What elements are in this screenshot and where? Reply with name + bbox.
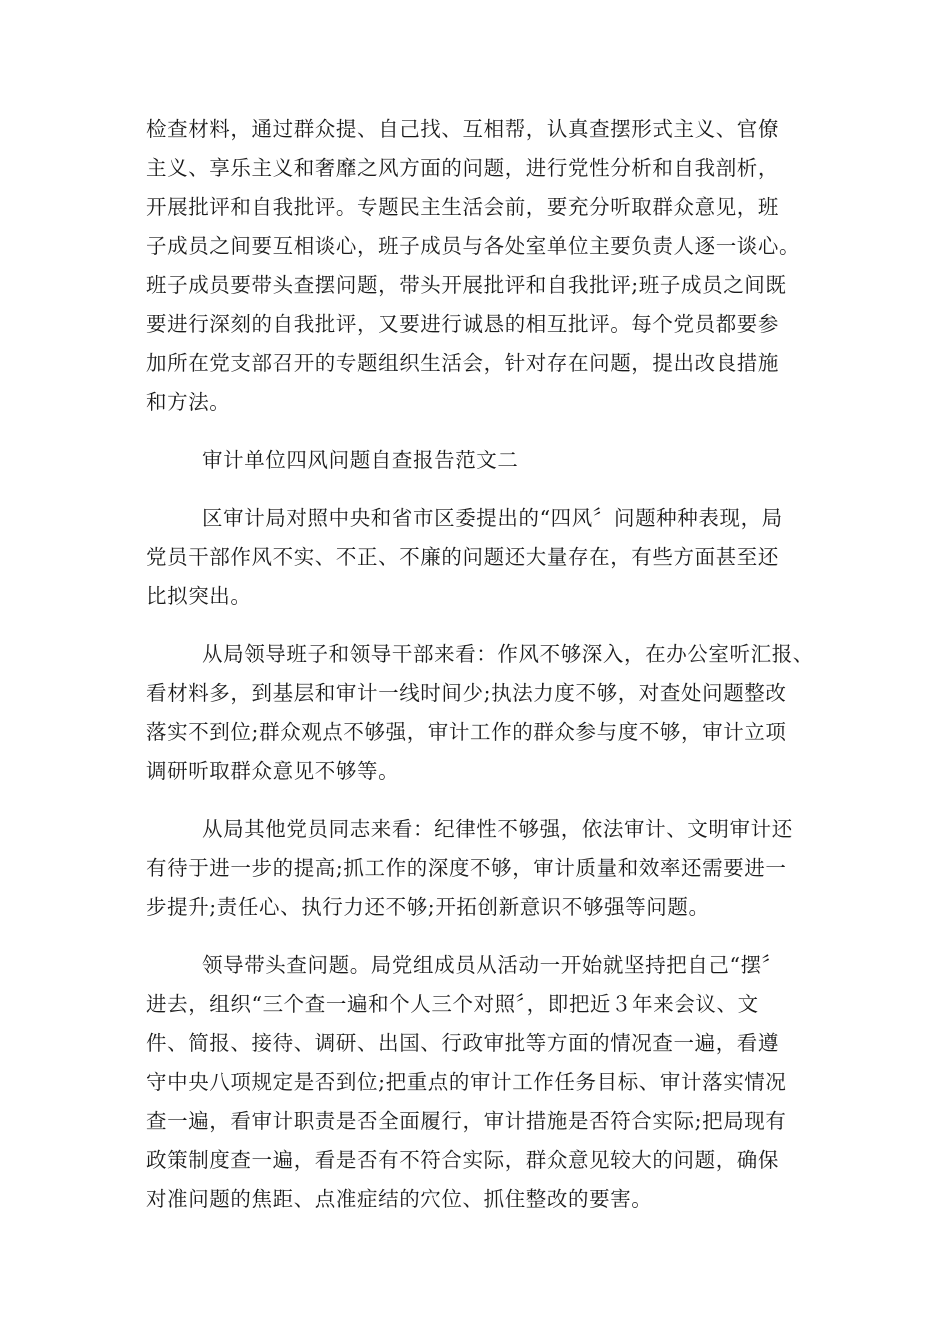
text-line: 开展批评和自我批评。专题民主生活会前，要充分听取群众意见，班 bbox=[146, 195, 779, 219]
text-line: 件、简报、接待、调研、出国、行政审批等方面的情况查一遍，看遵 bbox=[146, 1031, 779, 1055]
text-line: 班子成员要带头查摆问题，带头开展批评和自我批评;班子成员之间既 bbox=[146, 273, 787, 297]
text-line: 主义、享乐主义和奢靡之风方面的问题，进行党性分析和自我剖析， bbox=[146, 156, 779, 180]
text-line: 要进行深刻的自我批评，又要进行诚恳的相互批评。每个党员都要参 bbox=[146, 312, 779, 336]
text-line: 从局领导班子和领导干部来看：作风不够深入，在办公室听汇报、 bbox=[202, 642, 814, 666]
text-line: 有待于进一步的提高;抓工作的深度不够，审计质量和效率还需要进一 bbox=[146, 856, 787, 880]
text-line: 党员干部作风不实、不正、不廉的问题还大量存在，有些方面甚至还 bbox=[146, 545, 779, 569]
text-line: 加所在党支部召开的专题组织生活会，针对存在问题，提出改良措施 bbox=[146, 351, 779, 375]
text-line: 对准问题的焦距、点准症结的穴位、抓住整改的要害。 bbox=[146, 1187, 653, 1211]
paragraph-2 bbox=[146, 499, 806, 616]
text-line: 查一遍，看审计职责是否全面履行，审计措施是否符合实际;把局现有 bbox=[146, 1109, 787, 1133]
text-line: 从局其他党员同志来看：纪律性不够强，依法审计、文明审计还 bbox=[202, 817, 793, 841]
text-line: 守中央八项规定是否到位;把重点的审计工作任务目标、审计落实情况 bbox=[146, 1070, 787, 1094]
paragraph-4 bbox=[146, 810, 806, 927]
text-line: 子成员之间要互相谈心，班子成员与各处室单位主要负责人逐一谈心。 bbox=[146, 234, 801, 258]
section-heading: 审计单位四风问题自查报告范文二 bbox=[202, 448, 519, 472]
document-body bbox=[146, 110, 814, 1238]
text-line: 落实不到位;群众观点不够强，审计工作的群众参与度不够，审计立项 bbox=[146, 720, 787, 744]
text-line: 调研听取群众意见不够等。 bbox=[146, 759, 400, 783]
paragraph-5 bbox=[146, 946, 806, 1219]
text-line: 检查材料，通过群众提、自己找、互相帮，认真查摆形式主义、官僚 bbox=[146, 117, 779, 141]
text-line: 步提升;责任心、执行力还不够;开拓创新意识不够强等问题。 bbox=[146, 895, 710, 919]
text-line: 政策制度查一遍，看是否有不符合实际，群众意见较大的问题，确保 bbox=[146, 1148, 779, 1172]
text-line: 领导带头查问题。局党组成员从活动一开始就坚持把自己“摆〞 bbox=[202, 953, 783, 977]
paragraph-1 bbox=[146, 110, 806, 422]
text-line: 区审计局对照中央和省市区委提出的“四风〞问题种种表现，局 bbox=[202, 506, 783, 530]
text-line: 进去，组织“三个查一遍和个人三个对照〞，即把近３年来会议、文 bbox=[146, 992, 759, 1016]
text-line: 和方法。 bbox=[146, 390, 231, 414]
text-line: 看材料多，到基层和审计一线时间少;执法力度不够，对查处问题整改 bbox=[146, 681, 787, 705]
paragraph-3 bbox=[146, 635, 814, 791]
text-line: 比拟突出。 bbox=[146, 584, 252, 608]
